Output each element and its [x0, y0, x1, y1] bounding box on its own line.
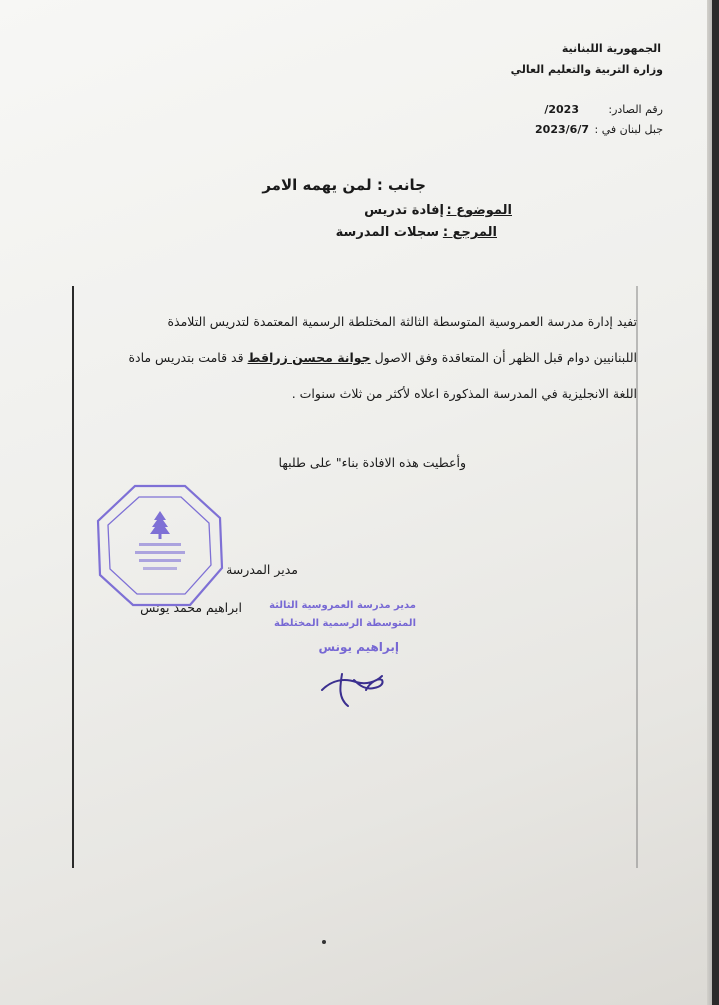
place-label: جبل لبنان في : — [594, 123, 663, 136]
closing-line: وأعطيت هذه الافادة بناء" على طلبها — [278, 455, 466, 470]
principal-name: ابراهيم محمد يونس — [140, 600, 242, 615]
subject-label: الموضوع : — [446, 203, 512, 218]
body-line-2-start: اللبنانيين دوام قبل الظهر أن المتعاقدة وفق الاصول — [370, 350, 637, 365]
subject-value: إفادة تدريس — [364, 203, 444, 218]
stamp-name: إبراهيم يونس — [318, 640, 399, 654]
right-margin-line — [636, 286, 638, 868]
background-strip — [712, 0, 719, 1005]
official-seal — [95, 483, 225, 609]
left-margin-line — [72, 286, 74, 868]
body-line-2 — [128, 350, 637, 365]
body-line-2-end: قد قامت بتدريس مادة — [128, 350, 248, 365]
body-line-1: تفيد إدارة مدرسة العمروسية المتوسطة الثالثة المختلطة الرسمية المعتمدة لتدريس التلامذة — [167, 314, 637, 329]
reference-value: سجلات المدرسة — [335, 225, 439, 240]
principal-title: مدير المدرسة — [226, 562, 298, 577]
stamp-text-line-2: المتوسطة الرسمية المختلطة — [274, 618, 416, 629]
country-name: الجمهورية اللبنانية — [561, 42, 661, 55]
paper-speck — [322, 940, 326, 944]
teacher-name: جوانة محسن زراقط — [247, 350, 371, 365]
reference-label: المرجع : — [442, 225, 497, 240]
body-line-3: اللغة الانجليزية في المدرسة المذكورة اعلاه لأكثر من ثلاث سنوات . — [291, 386, 637, 401]
handwritten-signature — [318, 668, 388, 710]
addressee: جانب : لمن يهمه الامر — [262, 176, 426, 194]
ministry-name: وزارة التربية والتعليم العالي — [510, 63, 663, 76]
issue-number-value: 2023/ — [544, 103, 579, 116]
stamp-text-line-1: مدير مدرسة العمروسية الثالثة — [269, 600, 416, 611]
issue-date: 2023/6/7 — [535, 123, 589, 136]
issue-number-label: رقم الصادر: — [608, 103, 663, 116]
